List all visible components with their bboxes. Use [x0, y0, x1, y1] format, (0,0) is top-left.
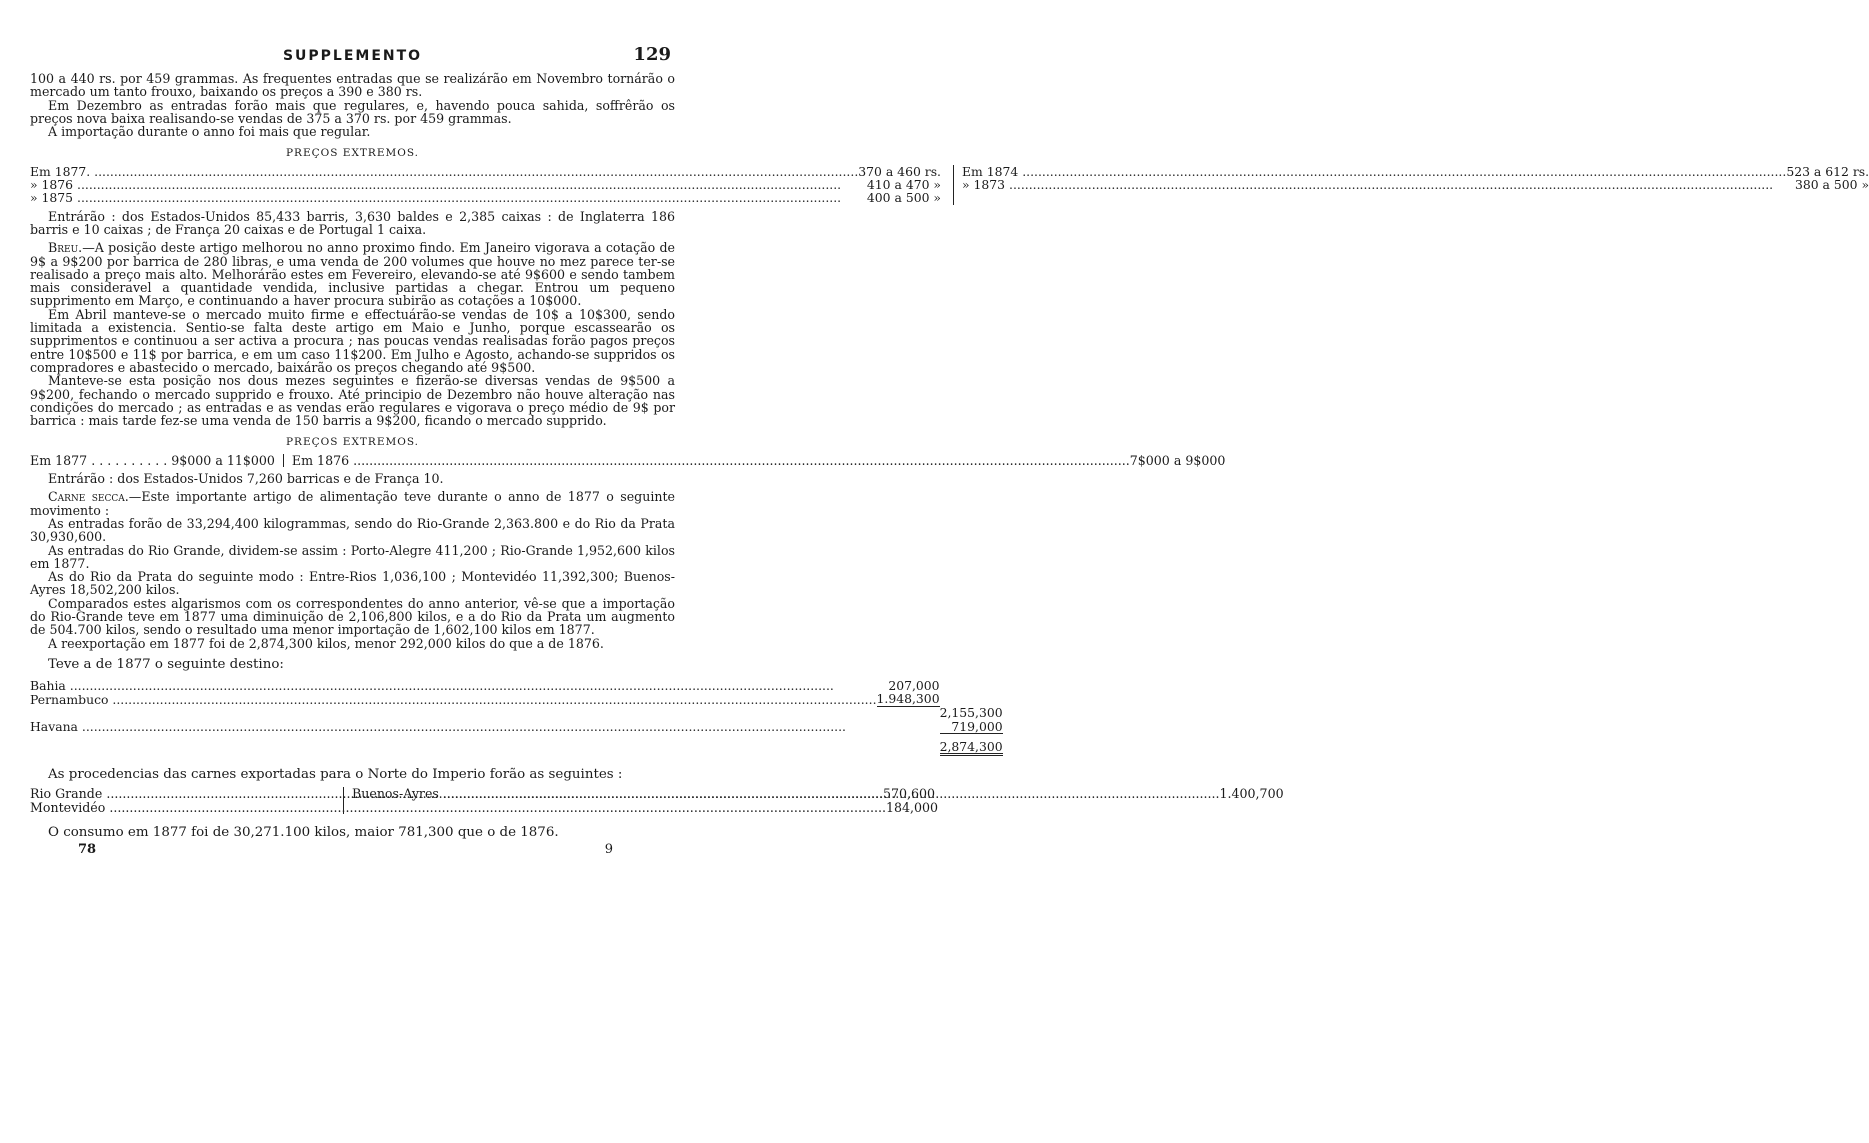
section-heading: PREÇOS EXTREMOS. [285, 147, 420, 160]
price-row: Em 1874 ..... 523 a 612 rs. [962, 165, 1869, 178]
paragraph: 100 a 440 rs. por 459 grammas. As frequentes entradas que se realizárão em Novembro tornárão o mercado um tanto frouxo, baixando os preços a 390 e 380 rs. [30, 71, 675, 100]
paragraph: As do Rio da Prata do seguinte modo : Entre-Rios 1,036,100 ; Montevidéo 11,392,300; Buenos-Ayres 18,502,200 kilos. [30, 569, 675, 598]
paragraph: As procedencias das carnes exportadas para o Norte do Imperio forão as seguintes : [48, 767, 623, 783]
paragraph: O consumo em 1877 foi de 30,271.100 kilos, maior 781,300 que o de 1876. [48, 825, 559, 841]
page-title: SUPPLEMENTO [282, 48, 423, 64]
paragraph: Teve a de 1877 o seguinte destino: [48, 656, 284, 672]
paragraph: A importação durante o anno foi mais que regular. [48, 124, 371, 140]
paragraph: Entrárão : dos Estados-Unidos 7,260 barricas e de França 10. [48, 471, 444, 487]
paragraph: Manteve-se esta posição nos dous mezes seguintes e fizerão-se diversas vendas de 9$500 a 9$200, fechando o mercado supprido e frouxo. Até principio de Dezembro não houve alteração nas condições do mercado ; as entradas e as vendas erão regulares e vigorava o preço médio de 9$ por barrica : mais tarde fez-se uma venda de 150 barris a 9$200, ficando o mercado supprido. [30, 373, 675, 429]
table-row: Havana ..... 719,000 [30, 720, 1003, 734]
price-row: » 1873 ..... 380 a 500 » [962, 178, 1869, 191]
origin-row: Montevidéo ..... 184,000 [30, 801, 335, 814]
origin-table [30, 786, 1284, 815]
breu-section: Breu.—A posição deste artigo melhorou no anno proximo findo. Em Janeiro vigorava a cotação de 9$ a 9$200 por barrica de 280 libras, e uma venda de 200 volumes que houve no mez parece ter-se realisado a preço mais alto. Melhorárão estes em Fevereiro, elevando-se até 9$600 e sendo tambem mais consideravel a quantidade vendida, inclusive partidas a chegar. Entrou um pequeno supprimento em Março, e continuando a haver procura subirão as cotações a 10$000. [30, 240, 675, 309]
table-row: 2,874,300 [30, 733, 1003, 754]
paragraph: Entrárão : dos Estados-Unidos 85,433 barris, 3,630 baldes e 2,385 caixas : de Inglaterra 186 barris e 10 caixas ; de França 20 caixas e de Portugal 1 caixa. [30, 208, 675, 237]
price-table [30, 163, 1869, 206]
price-row: Em 1877 . . . . . . . . . . 9$000 a 11$000 [30, 452, 275, 468]
price-row: Em 1877. ..... 370 a 460 rs. [30, 165, 941, 178]
section-label: Breu. [48, 240, 83, 256]
paragraph: Em Abril manteve-se o mercado muito firme e effectuárão-se vendas de 10$ a 10$300, sendo limitada a existencia. Sentio-se falta deste artigo em Maio e Junho, porque escassearão os supprimentos e continuou a ser activa a procura ; nas poucas vendas realisadas forão pagos preços entre 10$500 e 11$ por barrica, e em um caso 11$200. Em Julho e Agosto, achando-se suppridos os compradores e abastecido o mercado, baixárão os preços chegando até 9$500. [30, 306, 675, 375]
document-page [30, 44, 1869, 858]
destination-table [30, 679, 1003, 756]
price-table [30, 452, 1226, 468]
paragraph: A reexportação em 1877 foi de 2,874,300 kilos, menor 292,000 kilos do que a de 1876. [48, 635, 604, 651]
page-header [30, 44, 675, 68]
footer-left: 78 [78, 842, 97, 858]
price-row: » 1876 ..... 410 a 470 » [30, 178, 941, 191]
section-label: Carne secca. [48, 489, 129, 505]
page-footer [30, 843, 675, 856]
paragraph: Comparados estes algarismos com os correspondentes do anno anterior, vê-se que a importação do Rio-Grande teve em 1877 uma diminuição de 2,106,800 kilos, e a do Rio da Prata um augmento de 504.700 kilos, sendo o resultado uma menor importação de 1,602,100 kilos em 1877. [30, 595, 675, 638]
origin-row: Buenos-Ayres ..... 1.400,700 [352, 787, 1284, 814]
paragraph: Em Dezembro as entradas forão mais que regulares, e, havendo pouca sahida, soffrêrão os preços nova baixa realisando-se vendas de 375 a 370 rs. por 459 grammas. [30, 97, 675, 126]
origin-row: Rio Grande ..... 570,600 [30, 787, 335, 800]
table-row: 2,155,300 [939, 705, 1003, 721]
table-row: Bahia ..... 207,000 [30, 679, 1003, 692]
page-number: 129 [633, 44, 671, 65]
carne-section: Carne secca.—Este importante artigo de alimentação teve durante o anno de 1877 o seguinte movimento : [30, 489, 675, 518]
table-row: Pernambuco ..... 1.948,300 [30, 692, 1003, 706]
section-heading: PREÇOS EXTREMOS. [285, 436, 420, 449]
price-row: » 1875 ..... 400 a 500 » [30, 191, 941, 204]
paragraph: As entradas do Rio Grande, dividem-se assim : Porto-Alegre 411,200 ; Rio-Grande 1,952,600 kilos em 1877. [30, 542, 675, 571]
paragraph: As entradas forão de 33,294,400 kilogrammas, sendo do Rio-Grande 2,363.800 e do Rio da Prata 30,930,600. [30, 515, 675, 545]
footer-right: 9 [604, 842, 613, 858]
price-row: Em 1876 ..... 7$000 a 9$000 [292, 454, 1225, 467]
